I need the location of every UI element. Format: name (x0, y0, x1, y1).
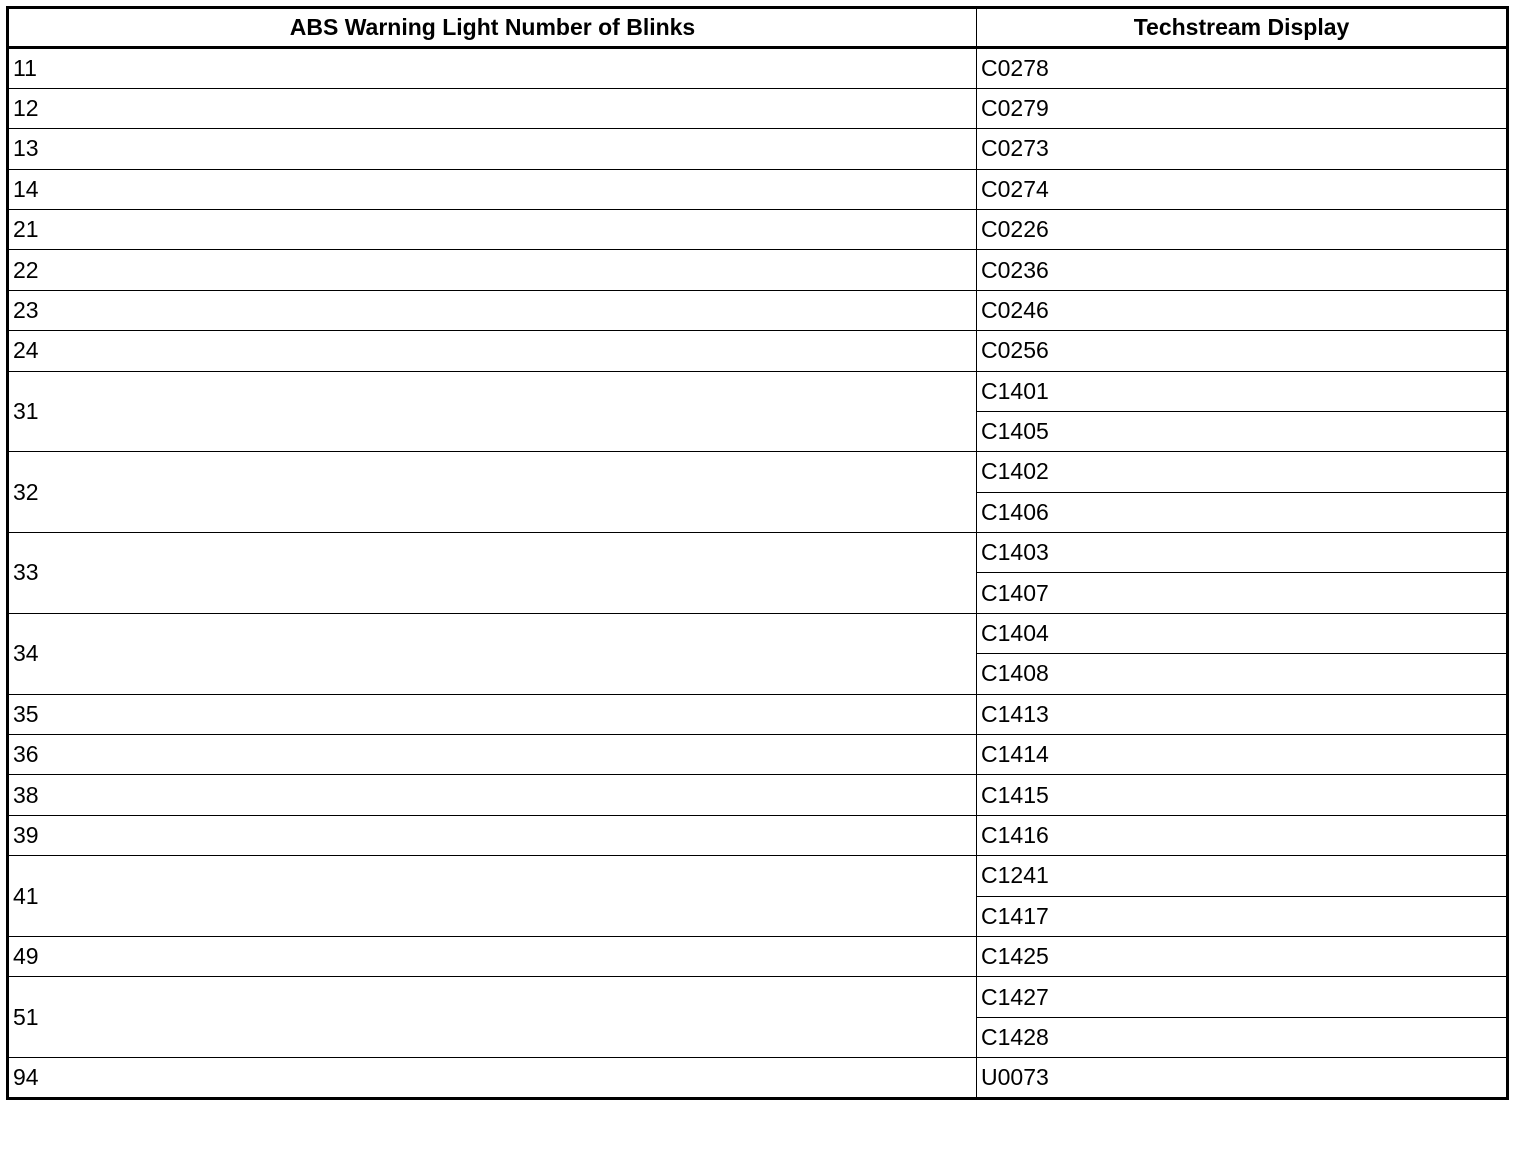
table-row (8, 815, 1508, 855)
cell-techstream-code: C0256 (977, 331, 1508, 371)
cell-blink-count: 38 (8, 775, 977, 815)
cell-techstream-code: C1241 (977, 856, 1508, 896)
cell-blink-count: 35 (8, 694, 977, 734)
cell-techstream-code: C1406 (977, 492, 1508, 532)
cell-techstream-code: C1401 (977, 371, 1508, 411)
cell-blink-count: 34 (8, 613, 977, 694)
cell-techstream-code: C0246 (977, 290, 1508, 330)
cell-techstream-code: U0073 (977, 1058, 1508, 1098)
cell-techstream-code: C1417 (977, 896, 1508, 936)
table-row (8, 735, 1508, 775)
cell-techstream-code: C0274 (977, 169, 1508, 209)
table-row (8, 129, 1508, 169)
table-row (8, 48, 1508, 88)
table-row (8, 977, 1508, 1017)
cell-techstream-code: C1416 (977, 815, 1508, 855)
cell-blink-count: 24 (8, 331, 977, 371)
cell-blink-count: 21 (8, 209, 977, 249)
cell-techstream-code: C1407 (977, 573, 1508, 613)
blink-code-table (6, 6, 1509, 1100)
cell-blink-count: 31 (8, 371, 977, 452)
table-body (8, 48, 1508, 1098)
cell-blink-count: 12 (8, 88, 977, 128)
cell-blink-count: 94 (8, 1058, 977, 1098)
header-blinks: ABS Warning Light Number of Blinks (8, 8, 977, 48)
table-row (8, 290, 1508, 330)
cell-techstream-code: C1405 (977, 411, 1508, 451)
header-techstream-display: Techstream Display (977, 8, 1508, 48)
table-row (8, 250, 1508, 290)
cell-blink-count: 51 (8, 977, 977, 1058)
table-row (8, 1058, 1508, 1098)
table-row (8, 936, 1508, 976)
table-row (8, 88, 1508, 128)
cell-blink-count: 41 (8, 856, 977, 937)
table-row (8, 613, 1508, 653)
cell-techstream-code: C1403 (977, 533, 1508, 573)
table-row (8, 856, 1508, 896)
cell-techstream-code: C0279 (977, 88, 1508, 128)
table-row (8, 533, 1508, 573)
table-row (8, 452, 1508, 492)
cell-techstream-code: C1425 (977, 936, 1508, 976)
table-row (8, 331, 1508, 371)
table-row (8, 694, 1508, 734)
cell-techstream-code: C1408 (977, 654, 1508, 694)
cell-techstream-code: C0236 (977, 250, 1508, 290)
table-row (8, 169, 1508, 209)
cell-blink-count: 23 (8, 290, 977, 330)
cell-blink-count: 22 (8, 250, 977, 290)
table-row (8, 209, 1508, 249)
cell-blink-count: 14 (8, 169, 977, 209)
cell-blink-count: 13 (8, 129, 977, 169)
cell-techstream-code: C1427 (977, 977, 1508, 1017)
cell-techstream-code: C1413 (977, 694, 1508, 734)
cell-techstream-code: C1402 (977, 452, 1508, 492)
cell-techstream-code: C0226 (977, 209, 1508, 249)
table-row (8, 775, 1508, 815)
cell-techstream-code: C0273 (977, 129, 1508, 169)
cell-blink-count: 33 (8, 533, 977, 614)
table-header-row (8, 8, 1508, 48)
cell-blink-count: 39 (8, 815, 977, 855)
cell-techstream-code: C1404 (977, 613, 1508, 653)
cell-blink-count: 49 (8, 936, 977, 976)
cell-blink-count: 32 (8, 452, 977, 533)
table-row (8, 371, 1508, 411)
cell-techstream-code: C1428 (977, 1017, 1508, 1057)
cell-techstream-code: C1414 (977, 735, 1508, 775)
cell-blink-count: 11 (8, 48, 977, 88)
cell-blink-count: 36 (8, 735, 977, 775)
cell-techstream-code: C0278 (977, 48, 1508, 88)
cell-techstream-code: C1415 (977, 775, 1508, 815)
